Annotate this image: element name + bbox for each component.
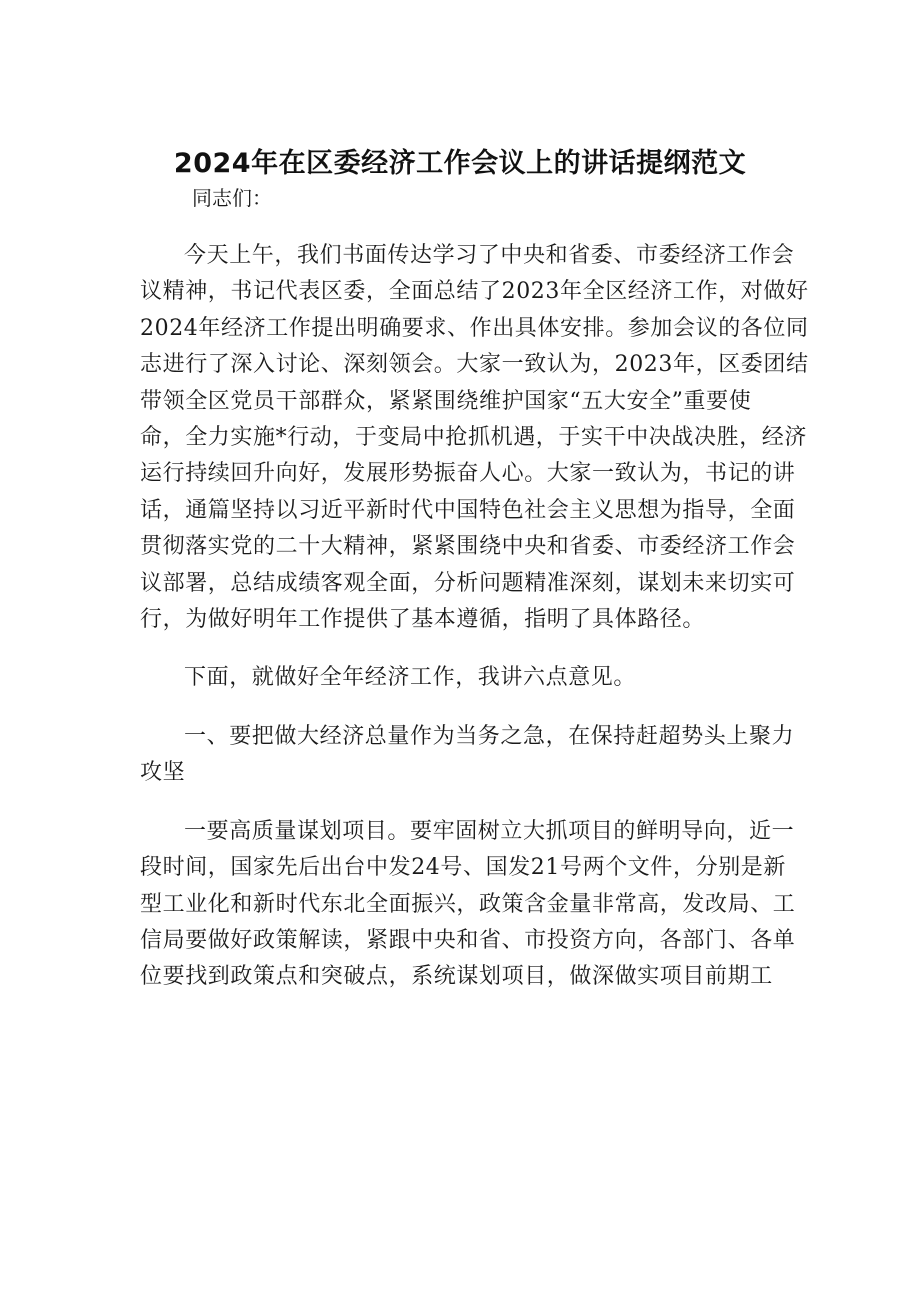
text-line: 位要找到政策点和突破点，系统谋划项目，做深做实项目前期工	[140, 964, 773, 990]
greeting: 同志们：	[192, 186, 272, 210]
text-line: 行，为做好明年工作提供了基本遵循，指明了具体路径。	[140, 607, 706, 633]
paragraph-projects	[140, 814, 796, 996]
text-line: 志进行了深入讨论、深刻领会。大家一致认为，2023年，区委团结	[140, 352, 809, 378]
document-body	[140, 180, 809, 996]
text-line: 贯彻落实党的二十大精神，紧紧围绕中央和省委、市委经济工作会	[140, 534, 796, 560]
text-line: 带领全区党员干部群众，紧紧围绕维护国家“五大安全”重要使	[140, 388, 752, 414]
text-line: 议部署，总结成绩客观全面，分析问题精准深刻，谋划未来切实可	[140, 570, 796, 596]
text-line: 一、要把做大经济总量作为当务之急，在保持赶超势头上聚力	[184, 723, 795, 749]
text-line: 型工业化和新时代东北全面振兴，政策含金量非常高，发改局、工	[140, 891, 796, 917]
text-line: 运行持续回升向好，发展形势振奋人心。大家一致认为，书记的讲	[140, 461, 796, 487]
text-line: 议精神，书记代表区委，全面总结了2023年全区经济工作，对做好	[140, 279, 809, 305]
text-line: 一要高质量谋划项目。要牢固树立大抓项目的鲜明导向，近一	[184, 818, 795, 844]
text-line: 2024年经济工作提出明确要求、作出具体安排。参加会议的各位同	[140, 315, 809, 341]
text-line: 段时间，国家先后出台中发24号、国发21号两个文件，分别是新	[140, 855, 786, 881]
paragraph-intro	[140, 238, 809, 638]
document-title: 2024年在区委经济工作会议上的讲话提纲范文	[173, 148, 747, 179]
paragraph-six-points	[140, 660, 780, 696]
text-line: 攻坚	[140, 760, 186, 786]
text-line: 话，通篇坚持以习近平新时代中国特色社会主义思想为指导，全面	[140, 497, 796, 523]
text-line: 命，全力实施*行动，于变局中抢抓机遇，于实干中决战决胜，经济	[140, 425, 808, 451]
section-heading-one	[140, 719, 795, 792]
text-line: 信局要做好政策解读，紧跟中央和省、市投资方向，各部门、各单	[140, 927, 796, 953]
text-line: 今天上午，我们书面传达学习了中央和省委、市委经济工作会	[184, 243, 795, 268]
text-line: 下面，就做好全年经济工作，我讲六点意见。	[184, 665, 637, 691]
